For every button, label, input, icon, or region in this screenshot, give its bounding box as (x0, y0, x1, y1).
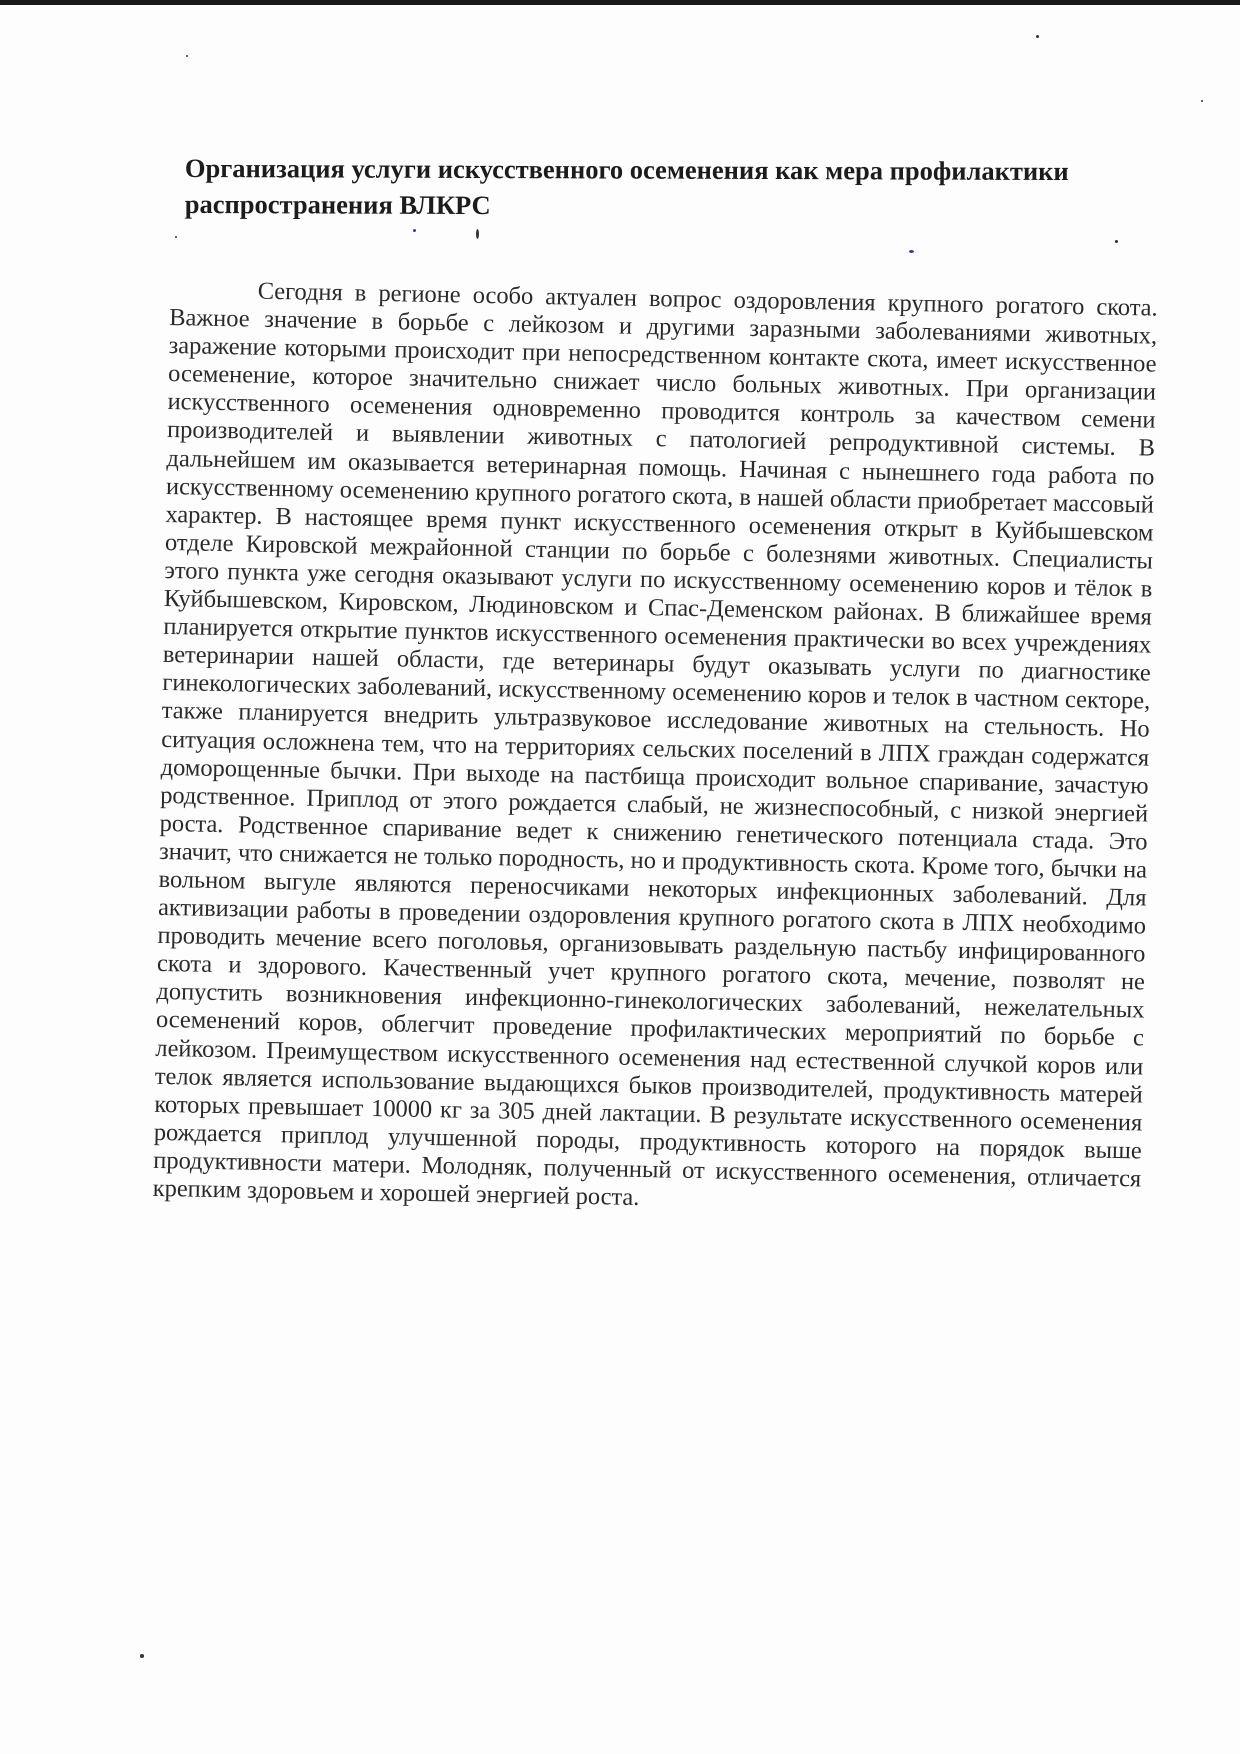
document-body-paragraph: Сегодня в регионе особо актуален вопрос оздоровления крупного рогатого скота. Важное значение в борьбе с лейкозом и другими заразными заболеваниями животных, заражение которыми происходит при непосредственном контакте скота, имеет искусственное осеменение, которое значительно снижает число больных животных. При организации искусственного осеменения одновременно проводится контроль за качеством семени производителей и выявлении животных с патологией репродуктивной системы. В дальнейшем им оказывается ветеринарная помощь. Начиная с нынешнего года работа по искусственному осеменению крупного рогатого скота, в нашей области приобретает массовый характер. В настоящее время пункт искусственного осеменения открыт в Куйбышевском отделе Кировской межрайонной станции по борьбе с болезнями животных. Специалисты этого пункта уже сегодня оказывают услуги по искусственному осеменению коров и тёлок в Куйбышевском, Кировском, Людиновском и Спас-Деменском районах. В ближайшее время планируется открытие пунктов искусственного осеменения практически во всех учреждениях ветеринарии нашей области, где ветеринары будут оказывать услуги по диагностике гинекологических заболеваний, искусственному осеменению коров и телок в частном секторе, также планируется внедрить ультразвуковое исследование животных на стельность. Но ситуация осложнена тем, что на территориях сельских поселений в ЛПХ граждан содержатся доморощенные бычки. При выходе на пастбища происходит вольное спаривание, зачастую родственное. Приплод от этого рождается слабый, не жизнеспособный, с низкой энергией роста. Родственное спаривание ведет к снижению генетического потенциала стада. Это значит, что снижается не только породность, но и продуктивность скота. Кроме того, бычки на вольном выгуле являются переносчиками некоторых инфекционных заболеваний. Для активизации работы в проведении оздоровления крупного рогатого скота в ЛПХ необходимо проводить мечение всего поголовья, организовывать раздельную пастьбу инфицированного скота и здорового. Качественный учет крупного рогатого скота, мечение, позволят не допустить возникновения инфекционно-гинекологических заболеваний, нежелательных осеменений коров, облегчит проведение профилактических мероприятий по борьбе с лейкозом. Преимуществом искусственного осеменения над естественной случкой коров или телок является использование выдающихся быков производителей, продуктивность матерей которых превышает 10000 кг за 305 дней лактации. В результате искусственного осеменения рождается приплод улучшенной породы, продуктивность которого на порядок выше продуктивности матери. Молодняк, полученный от искусственного осеменения, отличается крепким здоровьем и хорошей энергией роста. (152, 277, 1158, 1212)
scan-speck (140, 1654, 144, 1658)
scan-speck (1036, 35, 1039, 38)
document-title: Организация услуги искусственного осеменения как мера профилактики распространения ВЛКРС (184, 152, 1069, 221)
scan-speck (413, 229, 416, 232)
scan-speck (476, 229, 479, 239)
scan-edge (0, 0, 1240, 5)
scan-speck (1201, 100, 1203, 102)
scan-speck (909, 250, 914, 253)
scan-speck (186, 55, 188, 57)
scan-speck (175, 236, 177, 238)
scan-speck (1115, 240, 1118, 243)
